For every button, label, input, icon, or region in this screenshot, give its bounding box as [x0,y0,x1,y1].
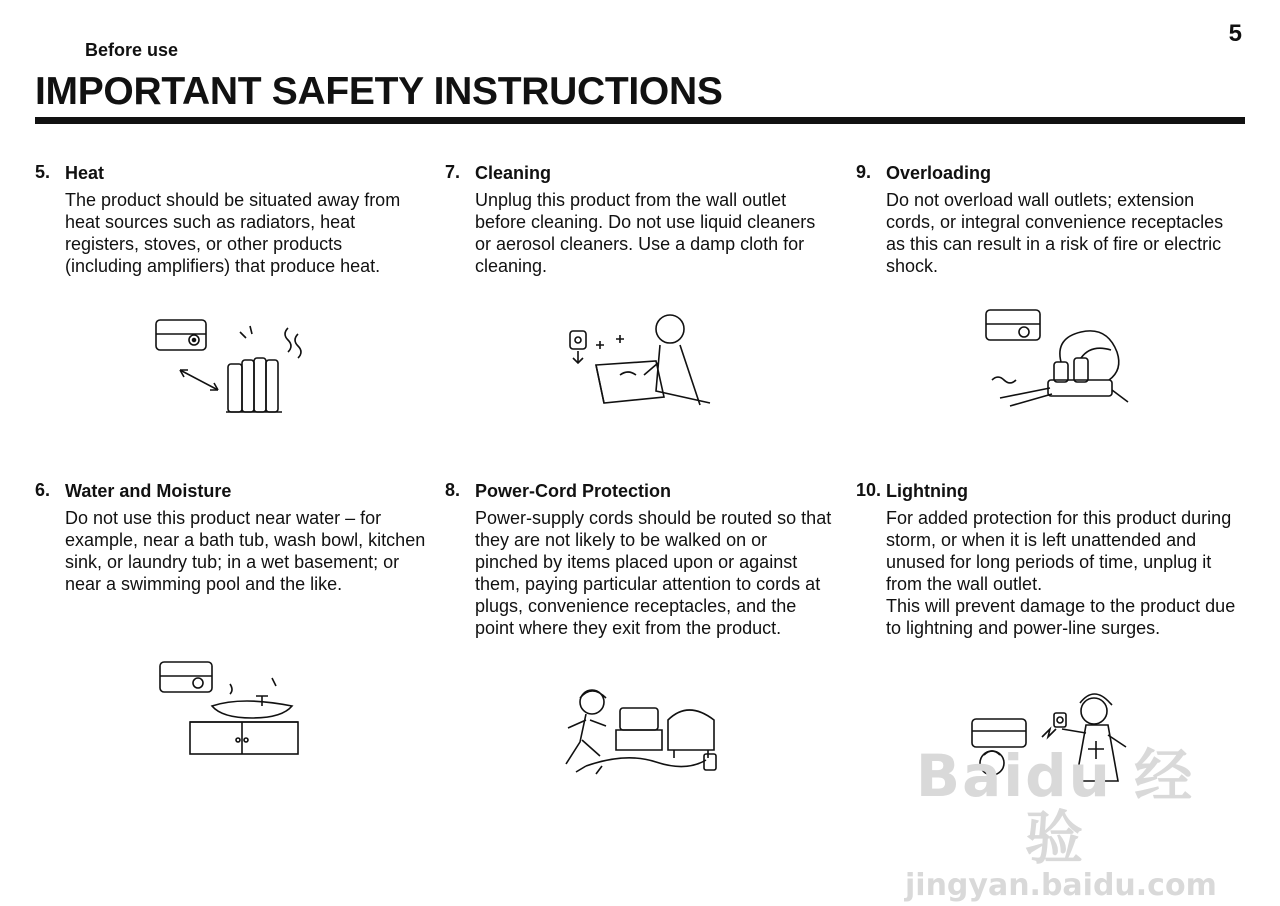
page-title: IMPORTANT SAFETY INSTRUCTIONS [35,70,723,113]
item-number: 5. [35,162,51,182]
instruction-lightning [856,480,1251,639]
section-label: Before use [85,40,179,60]
instruction-cleaning [445,162,825,277]
item-body [886,507,1251,639]
item-heading: Cleaning [475,163,552,183]
item-heading: Lightning [886,481,968,501]
instruction-overloading [856,162,1236,277]
item-number: 7. [445,162,461,182]
item-number: 8. [445,480,461,500]
item-heading: Power-Cord Protection [475,481,672,501]
watermark-brand: Baidu 经验 [915,742,1195,872]
instruction-power-cord [445,480,835,639]
item-heading: Water and Moisture [65,481,232,501]
item-number: 9. [856,162,872,182]
item-heading: Heat [65,163,105,183]
water-moisture-illustration [152,650,312,760]
item-body-line: For added protection for this product during storm, or when it is left unattended and unused for long periods of time, unplug it from the wall outlet. [886,508,1232,594]
title-rule [35,117,1245,124]
instruction-heat [35,162,415,277]
item-body: Unplug this product from the wall outlet before cleaning. Do not use liquid cleaners or aerosol cleaners. Use a damp cloth for cleaning. [475,190,816,276]
item-heading: Overloading [886,163,992,183]
baidu-watermark [905,742,1217,903]
item-number: 10. [856,480,882,500]
heat-illustration [150,312,310,422]
instruction-water-moisture [35,480,430,595]
page-number: 5 [1228,20,1242,47]
overloading-illustration [980,302,1140,412]
cleaning-illustration [560,305,720,415]
item-body: Power-supply cords should be routed so that they are not likely to be walked on or pinched by items placed upon or against them, paying particular attention to cords at plugs, convenience receptacles, and the point where they exit from the product. [475,508,832,638]
item-body: The product should be situated away from heat sources such as radiators, heat registers, stoves, or other products (including amplifiers) that produce heat. [65,190,401,276]
item-number: 6. [35,480,51,500]
power-cord-illustration [556,680,726,780]
item-body: Do not use this product near water – for example, near a bath tub, wash bowl, kitchen sink, or laundry tub; in a wet basement; or near a swimming pool and the like. [65,508,426,594]
watermark-url: jingyan.baidu.com [905,868,1217,903]
item-body-line: This will prevent damage to the product due to lightning and power-line surges. [886,596,1236,638]
item-body: Do not overload wall outlets; extension cords, or integral convenience receptacles as this can result in a risk of fire or electric shock. [886,190,1224,276]
